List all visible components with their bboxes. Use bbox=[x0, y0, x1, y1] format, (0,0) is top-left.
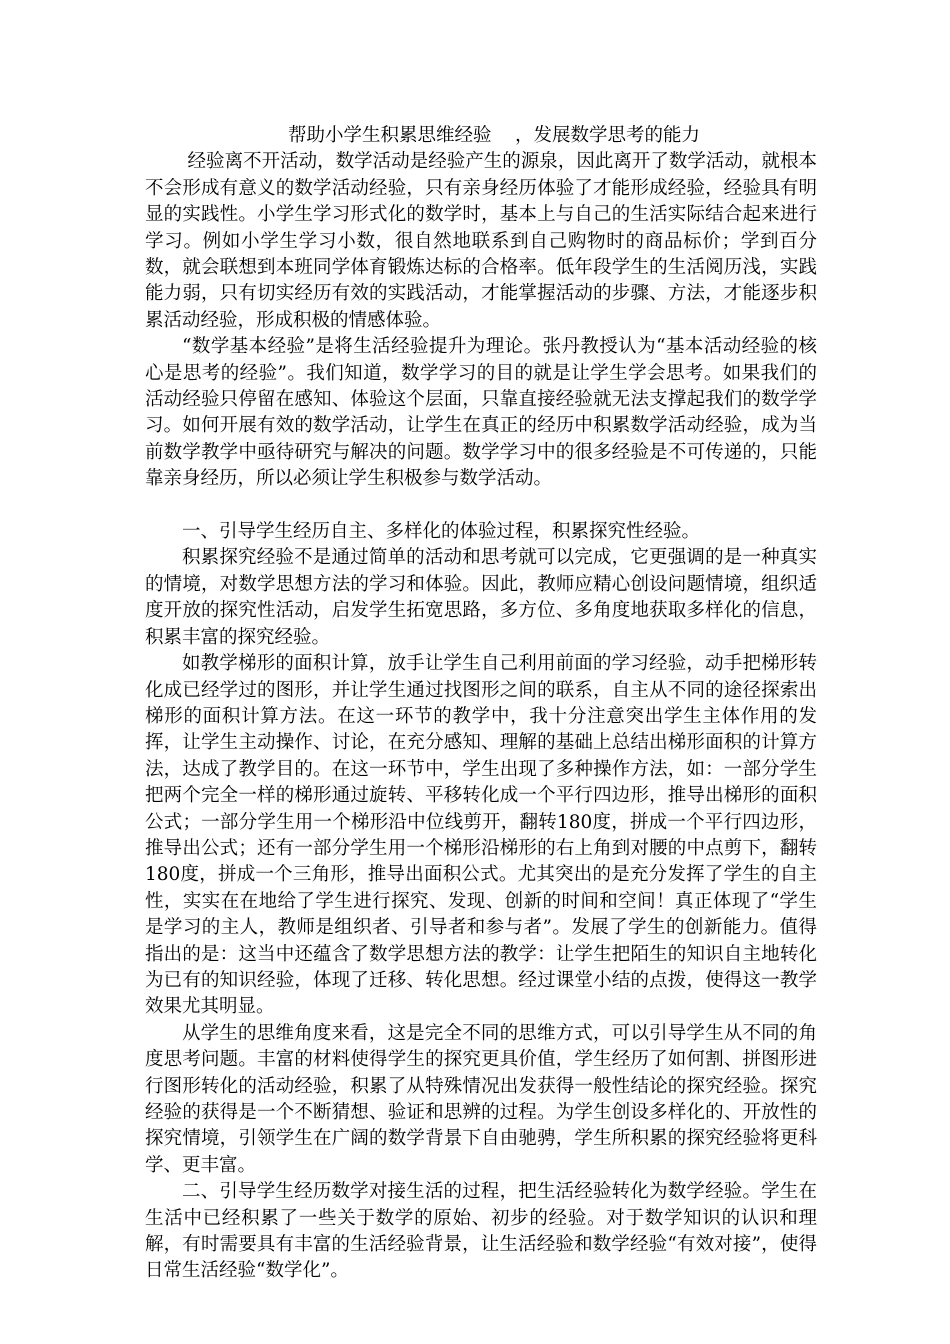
paragraph: 经验离不开活动，数学活动是经验产生的源泉，因此离开了数学活动，就根本不会形成有意义的数学活动经验，只有亲身经历体验了才能形成经验，经验具有明显的实践性。小学生学习形式化的数学时，基本上与自己的生活实际结合起来进行学习。例如小学生学习小数，很自然地联系到自己购物时的商品标价；学到百分数，就会联想到本班同学体育锻炼达标的合格率。低年段学生的生活阅历浅，实践能力弱，只有切实经历有效的实践活动，才能掌握活动的步骤、方法，才能逐步积累活动经验，形成积极的情感体验。 bbox=[145, 151, 817, 331]
document-page bbox=[145, 123, 817, 1285]
paragraph: 从学生的思维角度来看，这是完全不同的思维方式，可以引导学生从不同的角度思考问题。丰富的材料使得学生的探究更具价值，学生经历了如何割、拼图形进行图形转化的活动经验，积累了从特殊情况出发获得一般性结论的探究经验。探究经验的获得是一个不断猜想、验证和思辨的过程。为学生创设多样化的、开放性的探究情境，引领学生在广阔的数学背景下自由驰骋，学生所积累的探究经验将更科学、更丰富。 bbox=[145, 1022, 817, 1176]
paragraph: “数学基本经验”是将生活经验提升为理论。张丹教授认为“基本活动经验的核心是思考的经验”。我们知道，数学学习的目的就是让学生学会思考。如果我们的活动经验只停留在感知、体验这个层面，只靠直接经验就无法支撑起我们的数学学习。如何开展有效的数学活动，让学生在真正的经历中积累数学活动经验，成为当前数学教学中亟待研究与解决的问题。数学学习中的很多经验是不可传递的，只能靠亲身经历，所以必须让学生积极参与数学活动。 bbox=[145, 336, 817, 490]
section-heading: 一、引导学生经历自主、多样化的体验过程，积累探究性经验。 bbox=[182, 521, 701, 543]
paragraph: 二、引导学生经历数学对接生活的过程，把生活经验转化为数学经验。学生在生活中已经积累了一些关于数学的原始、初步的经验。对于数学知识的认识和理解，有时需要具有丰富的生活经验背景，让生活经验和数学经验“有效对接”，使得日常生活经验“数学化”。 bbox=[145, 1181, 817, 1282]
paragraph: 如教学梯形的面积计算，放手让学生自己利用前面的学习经验，动手把梯形转化成已经学过的图形，并让学生通过找图形之间的联系，自主从不同的途径探索出梯形的面积计算方法。在这一环节的教学中，我十分注意突出学生主体作用的发挥，让学生主动操作、讨论，在充分感知、理解的基础上总结出梯形面积的计算方法，达成了教学目的。在这一环节中，学生出现了多种操作方法，如：一部分学生把两个完全一样的梯形通过旋转、平移转化成一个平行四边形，推导出梯形的面积公式；一部分学生用一个梯形沿中位线剪开，翻转180度，拼成一个平行四边形，推导出公式；还有一部分学生用一个梯形沿梯形的右上角到对腰的中点剪下，翻转180度，拼成一个三角形，推导出面积公式。尤其突出的是充分发挥了学生的自主性，实实在在地给了学生进行探究、发现、创新的时间和空间！真正体现了“学生是学习的主人，教师是组织者、引导者和参与者”。发展了学生的创新能力。值得指出的是：这当中还蕴含了数学思想方法的教学：让学生把陌生的知识自主地转化为已有的知识经验，体现了迁移、转化思想。经过课堂小结的点拨，使得这一教学效果尤其明显。 bbox=[145, 653, 817, 1018]
paragraph: 积累探究经验不是通过简单的活动和思考就可以完成，它更强调的是一种真实的情境，对数学思想方法的学习和体验。因此，教师应精心创设问题情境，组织适度开放的探究性活动，启发学生拓宽思路，多方位、多角度地获取多样化的信息，积累丰富的探究经验。 bbox=[145, 547, 817, 648]
blank-line bbox=[145, 493, 817, 519]
document-title: 帮助小学生积累思维经验 ，发展数学思考的能力 bbox=[287, 125, 701, 146]
